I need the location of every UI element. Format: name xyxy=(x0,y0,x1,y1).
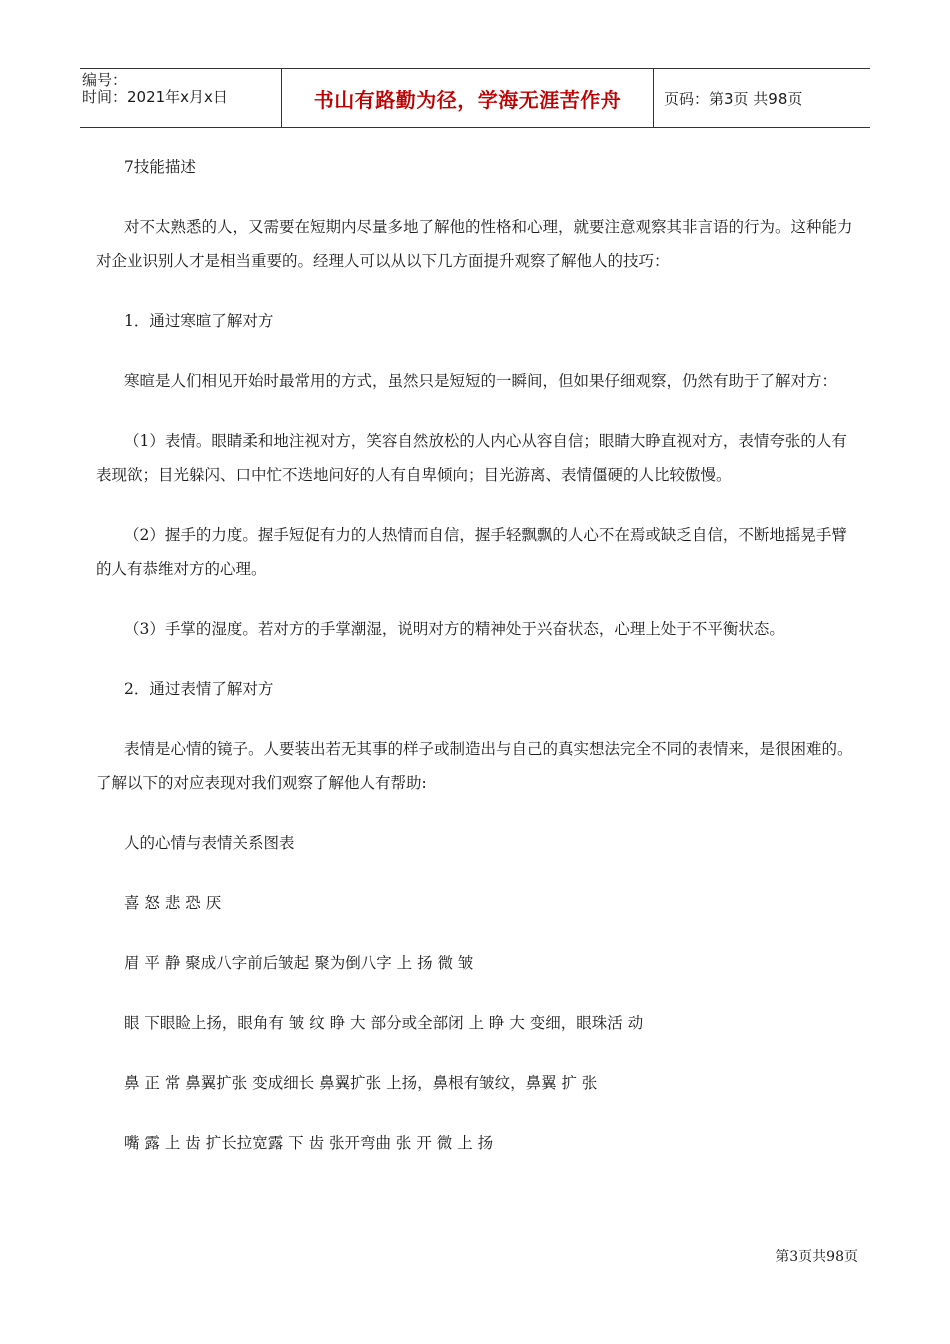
table-row: 眉 平 静 聚成八字前后皱起 聚为倒八字 上 扬 微 皱 xyxy=(124,954,474,972)
paragraph: 对不太熟悉的人，又需要在短期内尽量多地了解他的性格和心理，就要注意观察其非言语的行为。这种能力对企业识别人才是相当重要的。经理人可以从以下几方面提升观察了解他人的技巧： xyxy=(96,218,853,270)
paragraph: （3）手掌的湿度。若对方的手掌潮湿，说明对方的精神处于兴奋状态，心理上处于不平衡状态。 xyxy=(124,620,785,638)
section-heading: 7技能描述 xyxy=(124,158,196,176)
paragraph: （2）握手的力度。握手短促有力的人热情而自信，握手轻飘飘的人心不在焉或缺乏自信，不断地摇晃手臂的人有恭维对方的心理。 xyxy=(96,526,847,578)
paragraph: 寒暄是人们相见开始时最常用的方式，虽然只是短短的一瞬间，但如果仔细观察，仍然有助于了解对方： xyxy=(124,372,838,390)
table-row: 嘴 露 上 齿 扩长拉宽露 下 齿 张开弯曲 张 开 微 上 扬 xyxy=(124,1134,494,1152)
table-row: 眼 下眼睑上扬，眼角有 皱 纹 睁 大 部分或全部闭 上 睁 大 变细，眼珠活 动 xyxy=(124,1014,644,1032)
number-label: 编号： xyxy=(82,71,128,89)
table-header-row: 喜 怒 悲 恐 厌 xyxy=(124,894,222,912)
header-page-label: 页码：第3页 共98页 xyxy=(664,89,803,108)
header-motto-cell xyxy=(282,69,654,127)
subheading: 2．通过表情了解对方 xyxy=(124,680,274,698)
paragraph: （1）表情。眼睛柔和地注视对方，笑容自然放松的人内心从容自信；眼睛大睁直视对方，表情夸张的人有表现欲；目光躲闪、口中忙不迭地问好的人有自卑倾向；目光游离、表情僵硬的人比较傲慢。 xyxy=(96,432,847,484)
header-motto: 书山有路勤为径，学海无涯苦作舟 xyxy=(313,87,622,112)
date-label: 时间：2021年x月x日 xyxy=(82,88,228,106)
table-caption: 人的心情与表情关系图表 xyxy=(124,834,295,852)
document-body xyxy=(96,150,862,1160)
header-meta xyxy=(80,69,282,127)
page-footer: 第3页共98页 xyxy=(775,1249,858,1265)
document-header xyxy=(80,68,870,128)
subheading: 1．通过寒暄了解对方 xyxy=(124,312,274,330)
table-row: 鼻 正 常 鼻翼扩张 变成细长 鼻翼扩张 上扬，鼻根有皱纹，鼻翼 扩 张 xyxy=(124,1074,598,1092)
paragraph: 表情是心情的镜子。人要装出若无其事的样子或制造出与自己的真实想法完全不同的表情来，是很困难的。了解以下的对应表现对我们观察了解他人有帮助: xyxy=(96,740,853,792)
header-page-cell xyxy=(654,69,870,127)
